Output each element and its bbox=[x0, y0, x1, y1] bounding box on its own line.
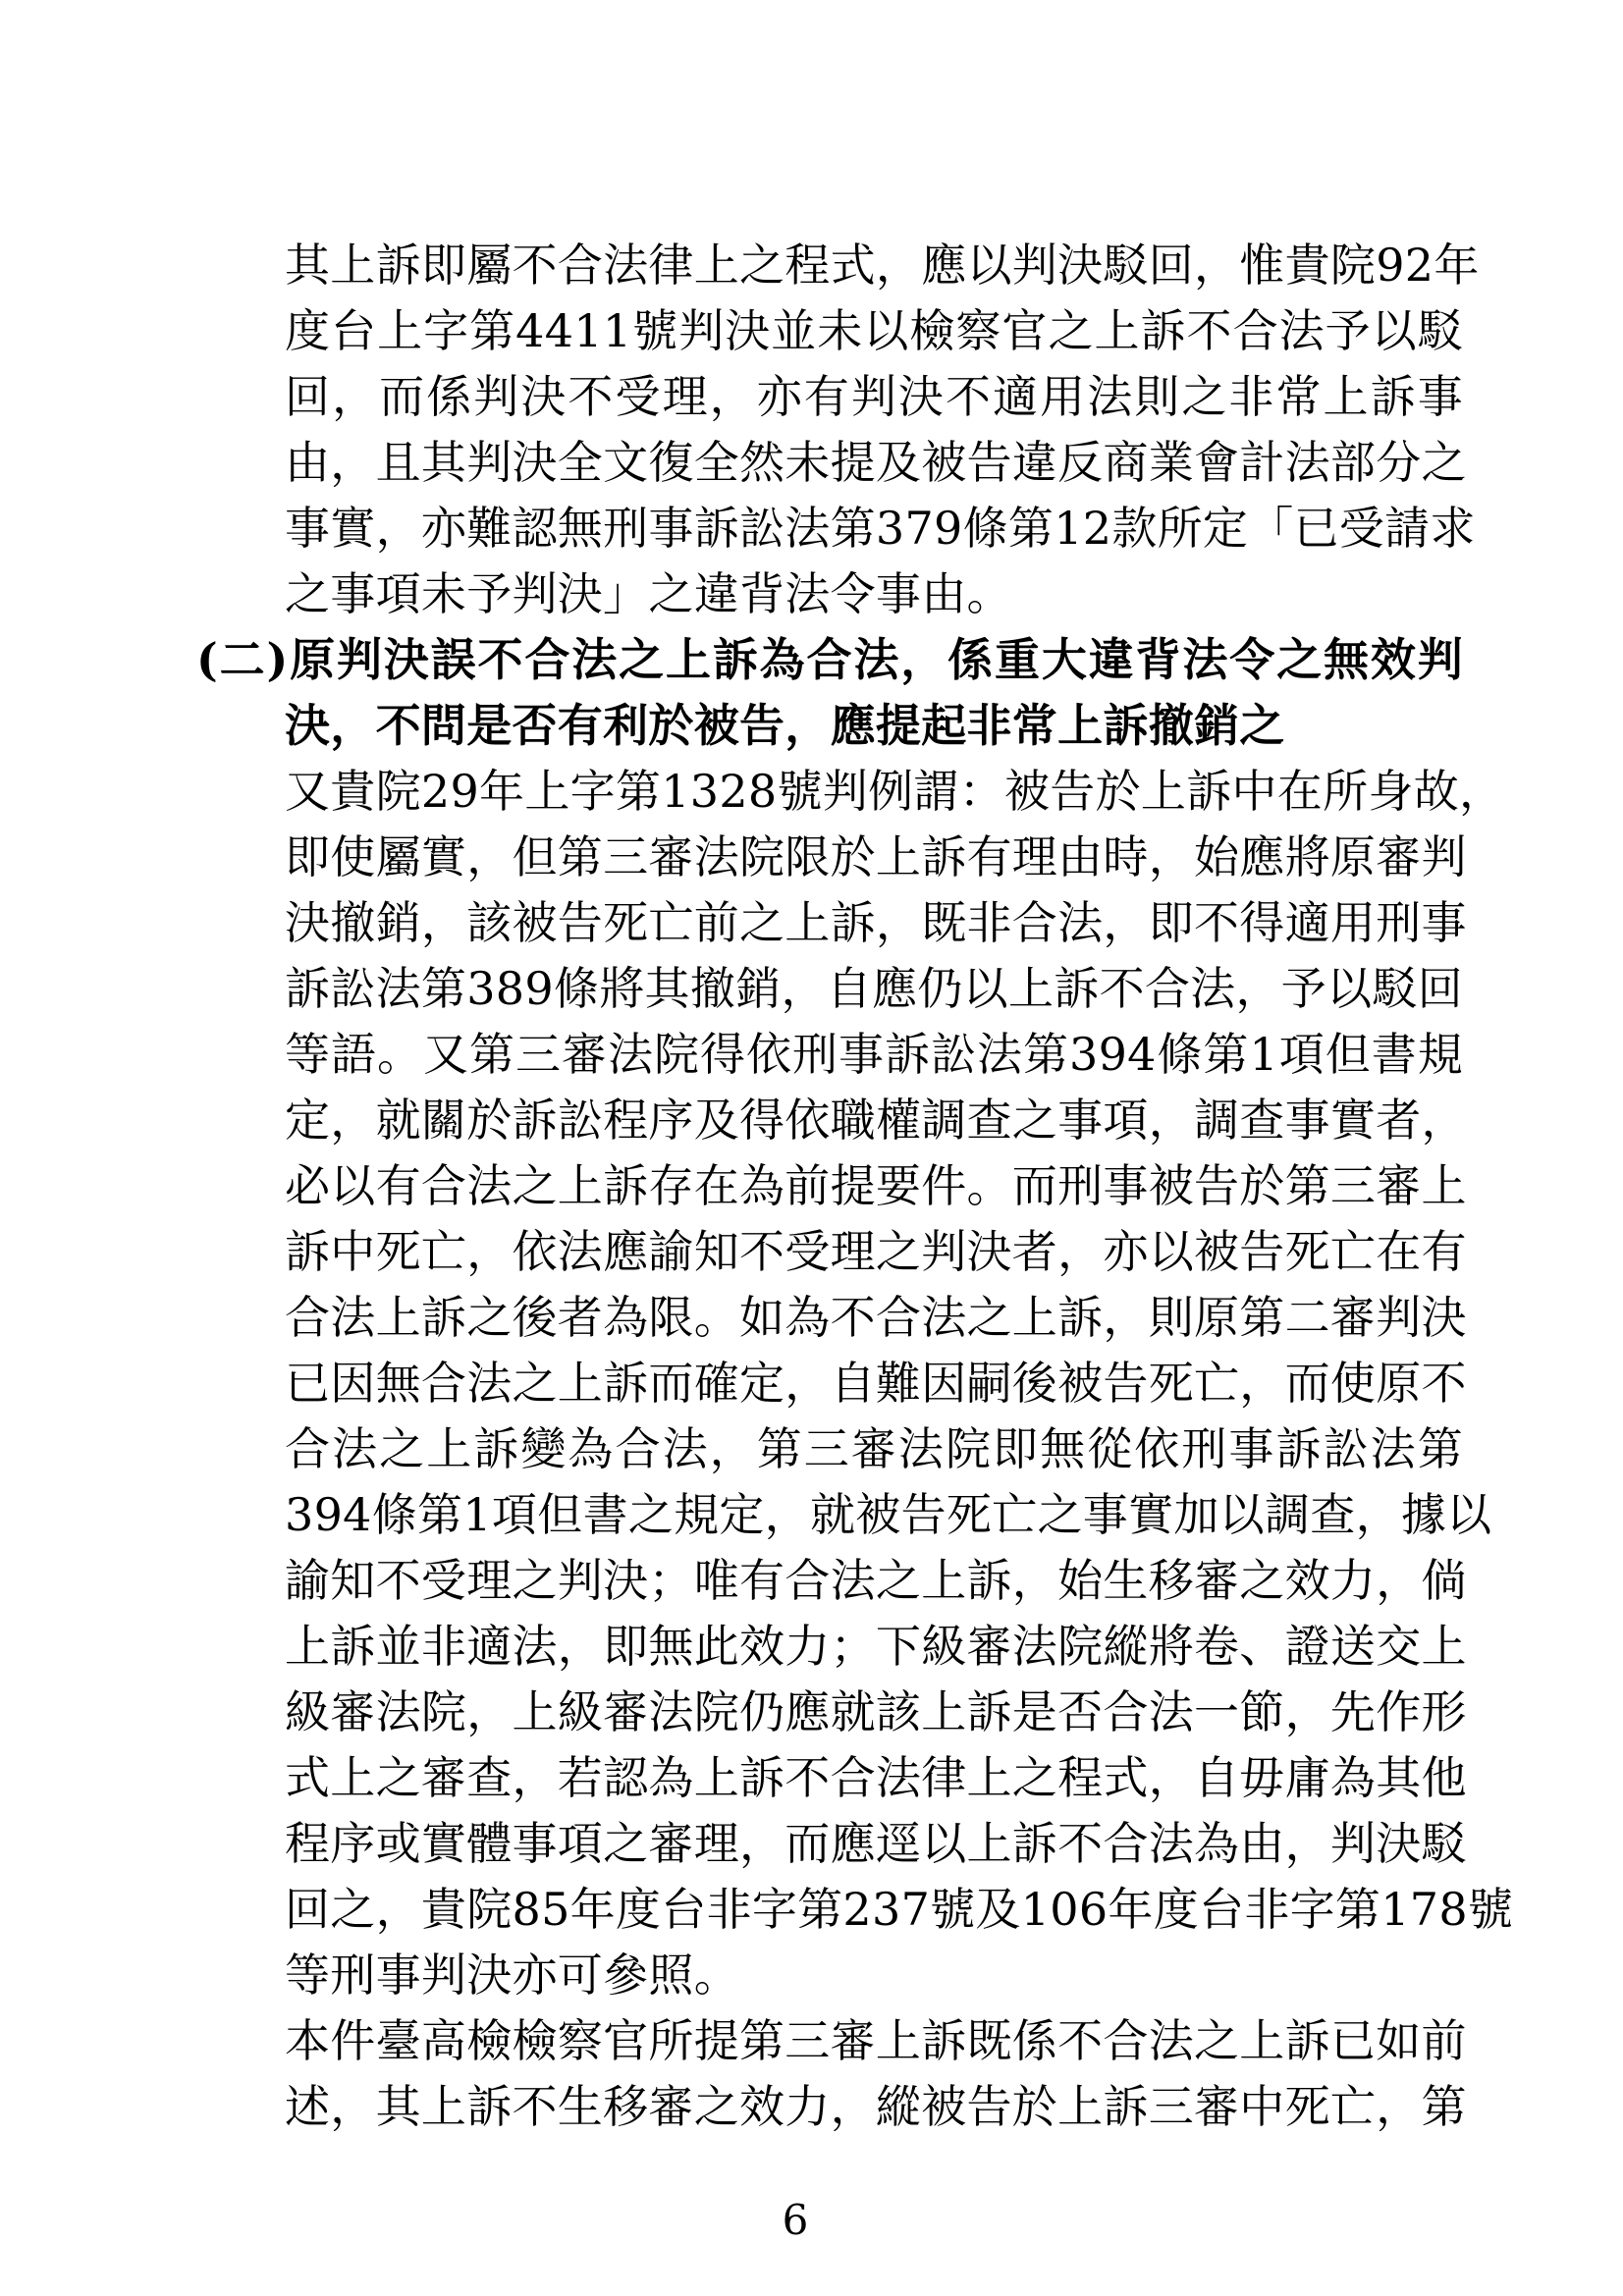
body-line: 其上訴即屬不合法律上之程式，應以判決駁回，惟貴院92年 bbox=[285, 239, 1480, 292]
section-heading-line: 決，不問是否有利於被告，應提起非常上訴撤銷之 bbox=[285, 699, 1285, 752]
body-line: 訴訟法第389條將其撤銷，自應仍以上訴不合法，予以駁回 bbox=[285, 962, 1463, 1015]
body-line: 上訴並非適法，即無此效力；下級審法院縱將卷、證送交上 bbox=[285, 1620, 1467, 1673]
body-line: 必以有合法之上訴存在為前提要件。而刑事被告於第三審上 bbox=[285, 1159, 1467, 1212]
body-line: 已因無合法之上訴而確定，自難因嗣後被告死亡，而使原不 bbox=[285, 1357, 1467, 1410]
body-line: 諭知不受理之判決；唯有合法之上訴，始生移審之效力，倘 bbox=[285, 1554, 1467, 1607]
body-line: 述，其上訴不生移審之效力，縱被告於上訴三審中死亡，第 bbox=[285, 2080, 1467, 2133]
body-line: 等語。又第三審法院得依刑事訴訟法第394條第1項但書規 bbox=[285, 1028, 1463, 1081]
body-line: 394條第1項但書之規定，就被告死亡之事實加以調查，據以 bbox=[285, 1488, 1492, 1541]
body-line: 由，且其判決全文復全然未提及被告違反商業會計法部分之 bbox=[285, 436, 1467, 489]
body-line: 本件臺高檢檢察官所提第三審上訴既係不合法之上訴已如前 bbox=[285, 2014, 1467, 2067]
section-heading-line: (二)原判決誤不合法之上訴為合法，係重大違背法令之無效判 bbox=[196, 633, 1463, 686]
body-line: 等刑事判決亦可參照。 bbox=[285, 1949, 739, 2002]
body-line: 級審法院，上級審法院仍應就該上訴是否合法一節，先作形 bbox=[285, 1685, 1467, 1738]
body-line: 決撤銷，該被告死亡前之上訴，既非合法，即不得適用刑事 bbox=[285, 896, 1467, 949]
body-line: 合法上訴之後者為限。如為不合法之上訴，則原第二審判決 bbox=[285, 1291, 1467, 1344]
body-line: 訴中死亡，依法應諭知不受理之判決者，亦以被告死亡在有 bbox=[285, 1225, 1467, 1278]
body-line: 之事項未予判決」之違背法令事由。 bbox=[285, 567, 1012, 620]
page-number: 6 bbox=[782, 2196, 809, 2244]
body-line: 即使屬實，但第三審法院限於上訴有理由時，始應將原審判 bbox=[285, 830, 1467, 883]
body-line: 回之，貴院85年度台非字第237號及106年度台非字第178號 bbox=[285, 1883, 1514, 1936]
body-line: 定，就關於訴訟程序及得依職權調查之事項，調查事實者， bbox=[285, 1094, 1467, 1147]
body-line: 度台上字第4411號判決並未以檢察官之上訴不合法予以駁 bbox=[285, 304, 1463, 357]
body-line: 合法之上訴變為合法，第三審法院即無從依刑事訴訟法第 bbox=[285, 1422, 1463, 1475]
body-line: 程序或實體事項之審理，而應逕以上訴不合法為由，判決駁 bbox=[285, 1817, 1467, 1870]
body-line: 式上之審查，若認為上訴不合法律上之程式，自毋庸為其他 bbox=[285, 1751, 1467, 1804]
body-line: 回，而係判決不受理，亦有判決不適用法則之非常上訴事 bbox=[285, 370, 1463, 423]
body-line: 事實，亦難認無刑事訴訟法第379條第12款所定「已受請求 bbox=[285, 502, 1476, 555]
legal-text-block bbox=[196, 233, 1514, 2140]
body-line: 又貴院29年上字第1328號判例謂：被告於上訴中在所身故， bbox=[285, 765, 1505, 818]
